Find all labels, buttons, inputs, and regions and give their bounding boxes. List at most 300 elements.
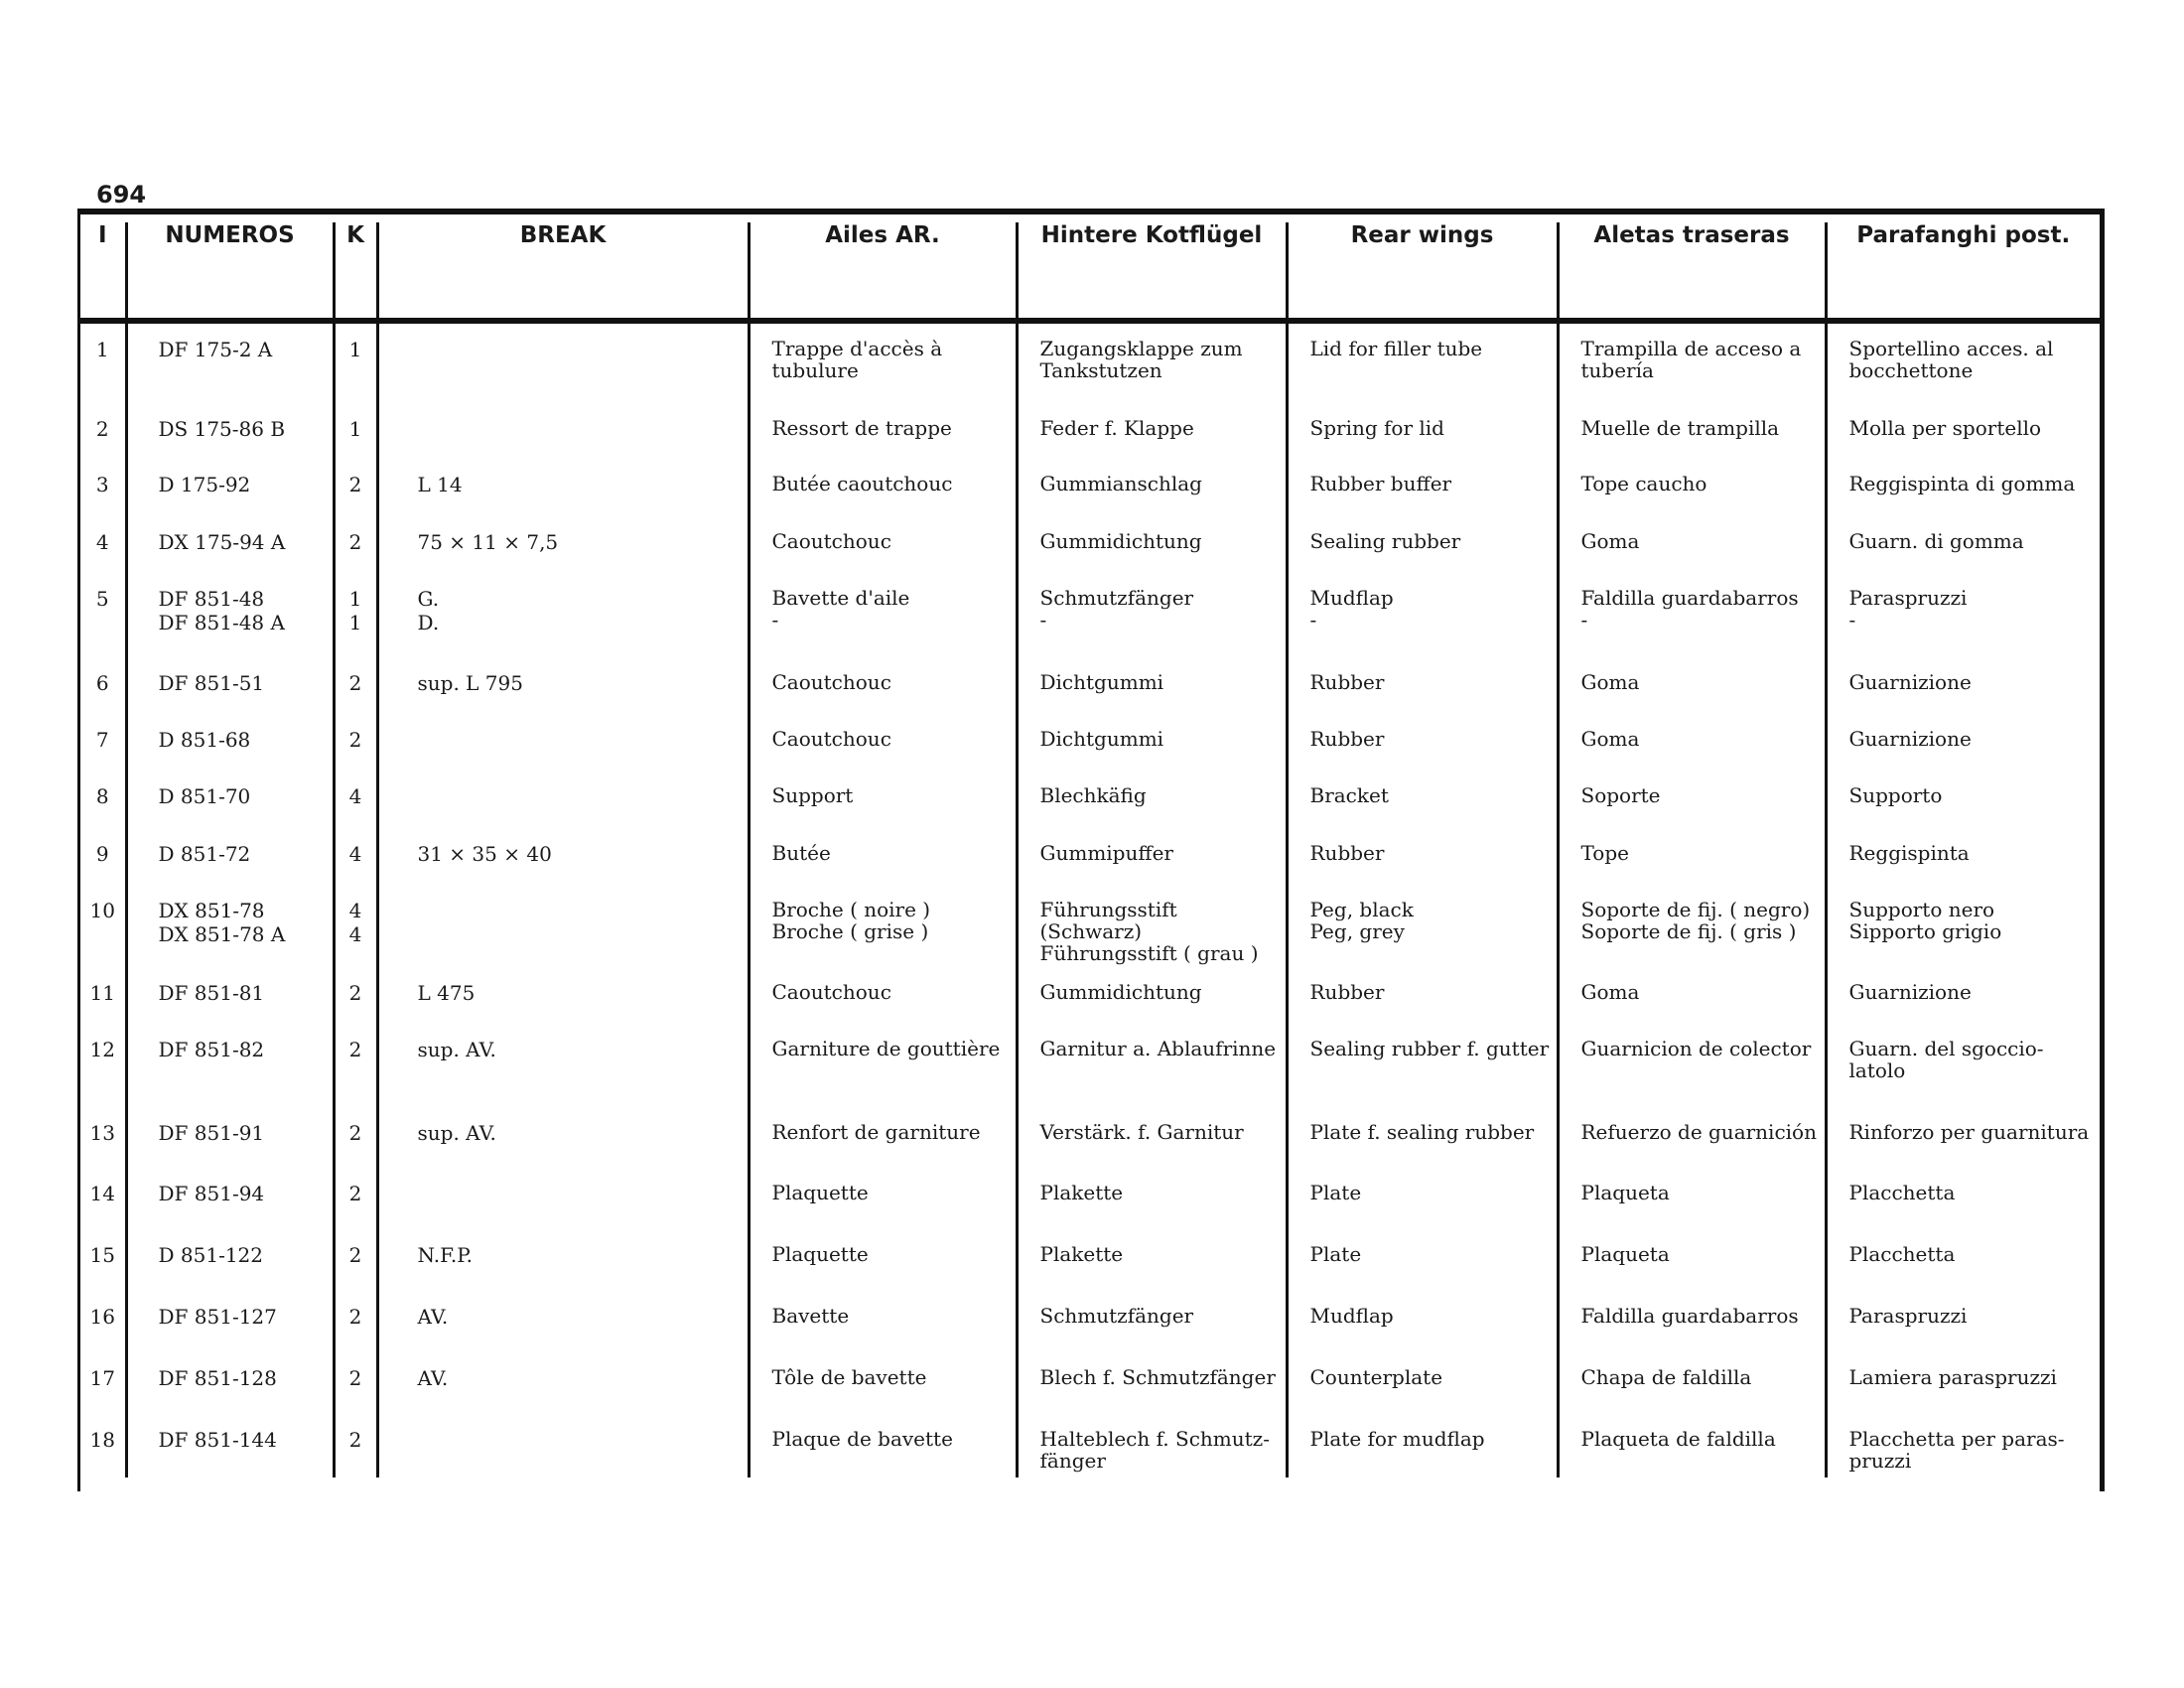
cell-german-line: Dichtgummi [1039, 671, 1164, 694]
cell-k-line: 2 [348, 1038, 362, 1061]
cell-french-line: Trappe d'accès à tubulure [771, 338, 943, 382]
cell-break-line [418, 1182, 748, 1205]
cell-numeros [126, 1366, 334, 1428]
cell-italian [1826, 417, 2100, 473]
cell-break-line [418, 922, 748, 946]
cell-numeros-line: DF 851-82 [158, 1038, 265, 1061]
cell-english-line: Bracket [1309, 784, 1389, 807]
cell-french-line: Tôle de bavette [771, 1366, 927, 1389]
cell-german-line: Führungsstift (Schwarz) [1039, 899, 1177, 943]
cell-german [1017, 1243, 1287, 1305]
table-row [80, 338, 2100, 417]
header-italian: Parafanghi post. [1826, 222, 2100, 321]
table-row [80, 728, 2100, 784]
table-row [80, 1182, 2100, 1243]
cell-numeros-line: DX 175-94 A [158, 530, 286, 554]
cell-numeros [126, 1121, 334, 1182]
table-row [80, 1121, 2100, 1182]
cell-french [749, 1243, 1017, 1305]
cell-italian-line: Guarn. del sgoccio-latolo [1848, 1038, 2044, 1082]
cell-spanish-line: Goma [1580, 981, 1640, 1004]
cell-french [749, 417, 1017, 473]
cell-break [377, 587, 749, 671]
cell-break-line: 75 × 11 × 7,5 [417, 530, 559, 554]
cell-italian-line: Rinforzo per guarnitura [1848, 1121, 2090, 1144]
cell-k-line: 4 [348, 784, 362, 808]
cell-k-line: 2 [348, 671, 362, 695]
cell-k [334, 671, 377, 728]
cell-german [1017, 1038, 1287, 1121]
cell-italian-line: Placchetta [1848, 1243, 1956, 1266]
cell-spanish-line: Trampilla de acceso a tubería [1580, 338, 1802, 382]
cell-english-line: Counterplate [1309, 1366, 1443, 1389]
cell-spanish-line: Goma [1580, 530, 1640, 553]
cell-english [1287, 784, 1558, 842]
cell-german [1017, 587, 1287, 671]
header-index: I [80, 222, 126, 321]
cell-english [1287, 1182, 1558, 1243]
cell-k-line: 2 [348, 1121, 362, 1145]
cell-french [749, 1121, 1017, 1182]
cell-spanish-line: Faldilla guardabarros [1580, 587, 1799, 610]
cell-spanish-line: Plaqueta [1580, 1182, 1670, 1204]
cell-english [1287, 1428, 1558, 1477]
cell-german [1017, 784, 1287, 842]
cell-spanish [1558, 1038, 1826, 1121]
cell-break-line [418, 784, 748, 808]
cell-english [1287, 1305, 1558, 1366]
header-row [80, 222, 2100, 321]
cell-italian-line: Sipporto grigio [1848, 919, 2002, 943]
cell-k-line: 2 [348, 981, 362, 1005]
cell-numeros-line: D 175-92 [158, 473, 251, 496]
cell-english-line: Peg, black [1309, 899, 1414, 921]
cell-index: 2 [95, 417, 109, 441]
cell-spanish-line: Faldilla guardabarros [1580, 1305, 1799, 1328]
cell-french [749, 1305, 1017, 1366]
cell-break-line: 31 × 35 × 40 [417, 842, 552, 866]
cell-numeros-line: DF 175-2 A [158, 338, 273, 361]
cell-english [1287, 842, 1558, 899]
cell-spanish-line: Soporte [1580, 784, 1661, 807]
cell-k [334, 417, 377, 473]
cell-k [334, 1305, 377, 1366]
cell-spanish-line: Plaqueta de faldilla [1580, 1428, 1776, 1451]
cell-italian-line: Reggispinta [1848, 842, 1970, 865]
cell-numeros-line: DX 851-78 A [158, 922, 286, 946]
cell-italian [1826, 784, 2100, 842]
cell-spanish [1558, 473, 1826, 530]
cell-french [749, 473, 1017, 530]
header-german: Hintere Kotflügel [1017, 222, 1287, 321]
cell-k-line: 4 [348, 899, 362, 922]
cell-english-line: Plate for mudflap [1309, 1428, 1485, 1451]
cell-french-line: Plaquette [771, 1182, 869, 1204]
cell-numeros [126, 587, 334, 671]
cell-k-line: 1 [348, 417, 362, 441]
cell-break-line [418, 417, 748, 441]
cell-english-line: Rubber [1309, 671, 1385, 694]
header-k: K [334, 222, 377, 321]
cell-numeros [126, 338, 334, 417]
cell-english-line: Sealing rubber f. gutter [1309, 1038, 1550, 1060]
cell-index: 7 [95, 728, 109, 752]
cell-english [1287, 587, 1558, 671]
cell-break-line: N.F.P. [417, 1243, 473, 1267]
cell-french-line: Ressort de trappe [771, 417, 952, 440]
header-numeros: NUMEROS [126, 222, 334, 321]
cell-italian [1826, 842, 2100, 899]
cell-break-line [418, 1428, 748, 1452]
cell-german-line: Halteblech f. Schmutz-fänger [1039, 1428, 1270, 1473]
cell-index: 4 [95, 530, 109, 554]
cell-english-line: Plate f. sealing rubber [1309, 1121, 1535, 1144]
cell-italian-line: Reggispinta di gomma [1848, 473, 2076, 495]
table-row [80, 1038, 2100, 1121]
cell-numeros-line: DF 851-127 [158, 1305, 277, 1329]
cell-german [1017, 842, 1287, 899]
table-row [80, 1366, 2100, 1428]
cell-k-line: 2 [348, 1366, 362, 1390]
table-row [80, 671, 2100, 728]
table-row [80, 1305, 2100, 1366]
cell-break [377, 981, 749, 1038]
cell-numeros-line: DF 851-51 [158, 671, 265, 695]
cell-spanish [1558, 728, 1826, 784]
cell-italian [1826, 899, 2100, 981]
cell-german-line: Gummidichtung [1039, 981, 1202, 1004]
cell-numeros [126, 1038, 334, 1121]
cell-spanish [1558, 587, 1826, 671]
cell-english [1287, 728, 1558, 784]
cell-k [334, 338, 377, 417]
cell-french [749, 587, 1017, 671]
cell-english-line: Plate [1309, 1182, 1362, 1204]
cell-numeros [126, 728, 334, 784]
cell-k-line: 2 [348, 530, 362, 554]
cell-k-line: 1 [348, 587, 362, 611]
cell-english [1287, 1366, 1558, 1428]
table-row [80, 1428, 2100, 1477]
cell-spanish-line: Tope caucho [1580, 473, 1707, 495]
table-row [80, 981, 2100, 1038]
cell-italian-line: Paraspruzzi [1848, 1305, 1968, 1328]
cell-k-line: 2 [348, 1243, 362, 1267]
cell-italian-line: Paraspruzzi [1848, 587, 1968, 610]
table-row [80, 899, 2100, 981]
cell-italian-line: Placchetta per paras-pruzzi [1848, 1428, 2065, 1473]
cell-french [749, 1038, 1017, 1121]
cell-english-line: Mudflap [1309, 587, 1394, 610]
cell-english-line: - [1309, 608, 1317, 632]
cell-italian-line: Guarn. di gomma [1848, 530, 2024, 553]
cell-french [749, 671, 1017, 728]
cell-german-line: Gummipuffer [1039, 842, 1173, 865]
cell-k [334, 1121, 377, 1182]
cell-french-line: Renfort de garniture [771, 1121, 981, 1144]
cell-index: 1 [95, 338, 109, 361]
cell-italian-line: Guarnizione [1848, 728, 1972, 751]
cell-break-line: sup. AV. [417, 1038, 496, 1061]
cell-spanish [1558, 1428, 1826, 1477]
cell-italian [1826, 473, 2100, 530]
cell-break-line: AV. [417, 1366, 449, 1390]
cell-english [1287, 417, 1558, 473]
cell-numeros [126, 417, 334, 473]
header-french: Ailes AR. [749, 222, 1017, 321]
cell-italian [1826, 1428, 2100, 1477]
cell-german-line: Garnitur a. Ablaufrinne [1039, 1038, 1277, 1060]
cell-break [377, 530, 749, 587]
cell-italian [1826, 671, 2100, 728]
cell-german-line: Gummianschlag [1039, 473, 1202, 495]
cell-french-line: Bavette [771, 1305, 850, 1328]
cell-spanish [1558, 671, 1826, 728]
cell-k-line: 1 [348, 338, 362, 361]
cell-french-line: Broche ( noire ) [771, 899, 931, 921]
cell-italian [1826, 1038, 2100, 1121]
cell-break-line [418, 728, 748, 752]
cell-index: 18 [89, 1428, 115, 1452]
header-gap [80, 321, 2100, 338]
cell-english-line: Spring for lid [1309, 417, 1444, 440]
cell-french-line: - [771, 608, 779, 632]
cell-break [377, 784, 749, 842]
cell-german [1017, 1305, 1287, 1366]
cell-italian [1826, 1243, 2100, 1305]
table-row [80, 417, 2100, 473]
cell-english [1287, 1121, 1558, 1182]
cell-numeros [126, 530, 334, 587]
cell-k-line: 2 [348, 1305, 362, 1329]
cell-spanish-line: Tope [1580, 842, 1629, 865]
header-english: Rear wings [1287, 222, 1558, 321]
cell-spanish [1558, 417, 1826, 473]
cell-index: 3 [95, 473, 109, 496]
cell-french-line: Caoutchouc [771, 981, 891, 1004]
table-row [80, 1243, 2100, 1305]
cell-german-line: Führungsstift ( grau ) [1039, 941, 1259, 965]
cell-german-line: Blech f. Schmutzfänger [1039, 1366, 1276, 1389]
cell-german [1017, 981, 1287, 1038]
cell-french-line: Garniture de gouttière [771, 1038, 1001, 1060]
cell-index: 15 [89, 1243, 115, 1267]
cell-numeros [126, 1305, 334, 1366]
cell-german-line: Zugangsklappe zum Tankstutzen [1039, 338, 1243, 382]
table-row [80, 587, 2100, 671]
cell-numeros-line: D 851-70 [158, 784, 251, 808]
cell-italian [1826, 981, 2100, 1038]
cell-break-line: L 14 [417, 473, 463, 496]
cell-k [334, 1366, 377, 1428]
cell-english-line: Rubber [1309, 842, 1385, 865]
cell-index: 12 [89, 1038, 115, 1061]
cell-k-line: 2 [348, 728, 362, 752]
cell-numeros [126, 899, 334, 981]
cell-italian [1826, 338, 2100, 417]
cell-french [749, 1182, 1017, 1243]
cell-italian [1826, 530, 2100, 587]
cell-italian-line: Molla per sportello [1848, 417, 2042, 440]
cell-k-line: 2 [348, 1182, 362, 1205]
cell-numeros-line: D 851-68 [158, 728, 251, 752]
cell-k-line: 1 [348, 611, 362, 634]
cell-index: 5 [95, 587, 109, 611]
cell-k [334, 981, 377, 1038]
cell-break [377, 1305, 749, 1366]
cell-german-line: Plakette [1039, 1182, 1124, 1204]
cell-french [749, 784, 1017, 842]
cell-numeros [126, 981, 334, 1038]
cell-k [334, 473, 377, 530]
cell-english-line: Lid for filler tube [1309, 338, 1483, 360]
cell-index: 16 [89, 1305, 115, 1329]
cell-german [1017, 671, 1287, 728]
cell-german [1017, 530, 1287, 587]
cell-english [1287, 1038, 1558, 1121]
cell-index: 9 [95, 842, 109, 866]
table-row [80, 530, 2100, 587]
cell-french [749, 338, 1017, 417]
cell-numeros-line: DF 851-128 [158, 1366, 277, 1390]
table-body [80, 338, 2100, 1477]
cell-italian-line: Lamiera paraspruzzi [1848, 1366, 2057, 1389]
cell-break [377, 1366, 749, 1428]
cell-spanish [1558, 981, 1826, 1038]
cell-german [1017, 1428, 1287, 1477]
cell-k [334, 1038, 377, 1121]
cell-numeros-line: D 851-122 [158, 1243, 263, 1267]
cell-english-line: Peg, grey [1309, 919, 1405, 943]
cell-index: 6 [95, 671, 109, 695]
cell-french [749, 899, 1017, 981]
cell-k-line: 2 [348, 1428, 362, 1452]
cell-numeros [126, 671, 334, 728]
cell-numeros [126, 1428, 334, 1477]
cell-spanish [1558, 899, 1826, 981]
cell-german [1017, 338, 1287, 417]
cell-italian [1826, 728, 2100, 784]
cell-numeros [126, 842, 334, 899]
cell-italian [1826, 1305, 2100, 1366]
cell-numeros [126, 1243, 334, 1305]
cell-french-line: Bavette d'aile [771, 587, 910, 610]
cell-italian-line: Guarnizione [1848, 981, 1972, 1004]
cell-k [334, 728, 377, 784]
cell-german [1017, 1121, 1287, 1182]
cell-french-line: Caoutchouc [771, 671, 891, 694]
cell-german [1017, 417, 1287, 473]
cell-break-line [418, 338, 748, 361]
cell-spanish [1558, 842, 1826, 899]
cell-german [1017, 728, 1287, 784]
cell-break [377, 1038, 749, 1121]
cell-italian-line: Sportellino acces. al bocchettone [1848, 338, 2054, 382]
cell-numeros-line: DF 851-81 [158, 981, 265, 1005]
cell-break-line: G. [417, 587, 440, 611]
cell-k [334, 842, 377, 899]
cell-english-line: Rubber [1309, 728, 1385, 751]
cell-german [1017, 899, 1287, 981]
cell-spanish [1558, 1121, 1826, 1182]
cell-spanish-line: Muelle de trampilla [1580, 417, 1780, 440]
cell-break [377, 728, 749, 784]
cell-break [377, 1243, 749, 1305]
cell-k [334, 1182, 377, 1243]
cell-spanish-line: Soporte de fij. ( negro) [1580, 899, 1811, 921]
cell-german-line: Schmutzfänger [1039, 587, 1194, 610]
cell-french-line: Caoutchouc [771, 530, 891, 553]
cell-k [334, 1243, 377, 1305]
cell-french-line: Broche ( grise ) [771, 919, 929, 943]
cell-break [377, 671, 749, 728]
cell-french [749, 981, 1017, 1038]
cell-numeros [126, 473, 334, 530]
cell-french-line: Butée [771, 842, 831, 865]
parts-table [80, 222, 2100, 1477]
cell-spanish [1558, 1182, 1826, 1243]
cell-numeros [126, 1182, 334, 1243]
cell-german-line: - [1039, 608, 1047, 632]
cell-french [749, 728, 1017, 784]
cell-german-line: Schmutzfänger [1039, 1305, 1194, 1328]
cell-french [749, 842, 1017, 899]
cell-italian [1826, 1366, 2100, 1428]
cell-index: 8 [95, 784, 109, 808]
cell-french [749, 530, 1017, 587]
cell-break [377, 1182, 749, 1243]
cell-german-line: Blechkäfig [1039, 784, 1147, 807]
cell-k [334, 587, 377, 671]
cell-break [377, 473, 749, 530]
cell-spanish-line: Goma [1580, 671, 1640, 694]
cell-italian-line: - [1848, 608, 1856, 632]
cell-index: 13 [89, 1121, 115, 1145]
cell-french [749, 1428, 1017, 1477]
cell-break-line: AV. [417, 1305, 449, 1329]
cell-numeros-line: DF 851-48 A [158, 611, 285, 634]
cell-spanish-line: Goma [1580, 728, 1640, 751]
cell-index: 10 [89, 899, 115, 922]
cell-index: 14 [89, 1182, 115, 1205]
cell-numeros [126, 784, 334, 842]
cell-spanish [1558, 784, 1826, 842]
cell-spanish-line: Chapa de faldilla [1580, 1366, 1752, 1389]
cell-break [377, 899, 749, 981]
cell-k [334, 784, 377, 842]
cell-spanish [1558, 1366, 1826, 1428]
cell-spanish-line: - [1580, 608, 1588, 632]
cell-english [1287, 1243, 1558, 1305]
cell-spanish [1558, 1305, 1826, 1366]
cell-numeros-line: D 851-72 [158, 842, 251, 866]
cell-index: 17 [89, 1366, 115, 1390]
cell-french-line: Plaque de bavette [771, 1428, 953, 1451]
cell-break-line [418, 899, 748, 922]
cell-break-line: sup. AV. [417, 1121, 496, 1145]
cell-french [749, 1366, 1017, 1428]
cell-italian [1826, 587, 2100, 671]
table-row [80, 784, 2100, 842]
cell-german [1017, 1182, 1287, 1243]
cell-k-line: 4 [348, 842, 362, 866]
cell-italian [1826, 1121, 2100, 1182]
cell-spanish-line: Plaqueta [1580, 1243, 1670, 1266]
cell-french-line: Caoutchouc [771, 728, 891, 751]
cell-english [1287, 981, 1558, 1038]
cell-german [1017, 1366, 1287, 1428]
cell-break [377, 842, 749, 899]
